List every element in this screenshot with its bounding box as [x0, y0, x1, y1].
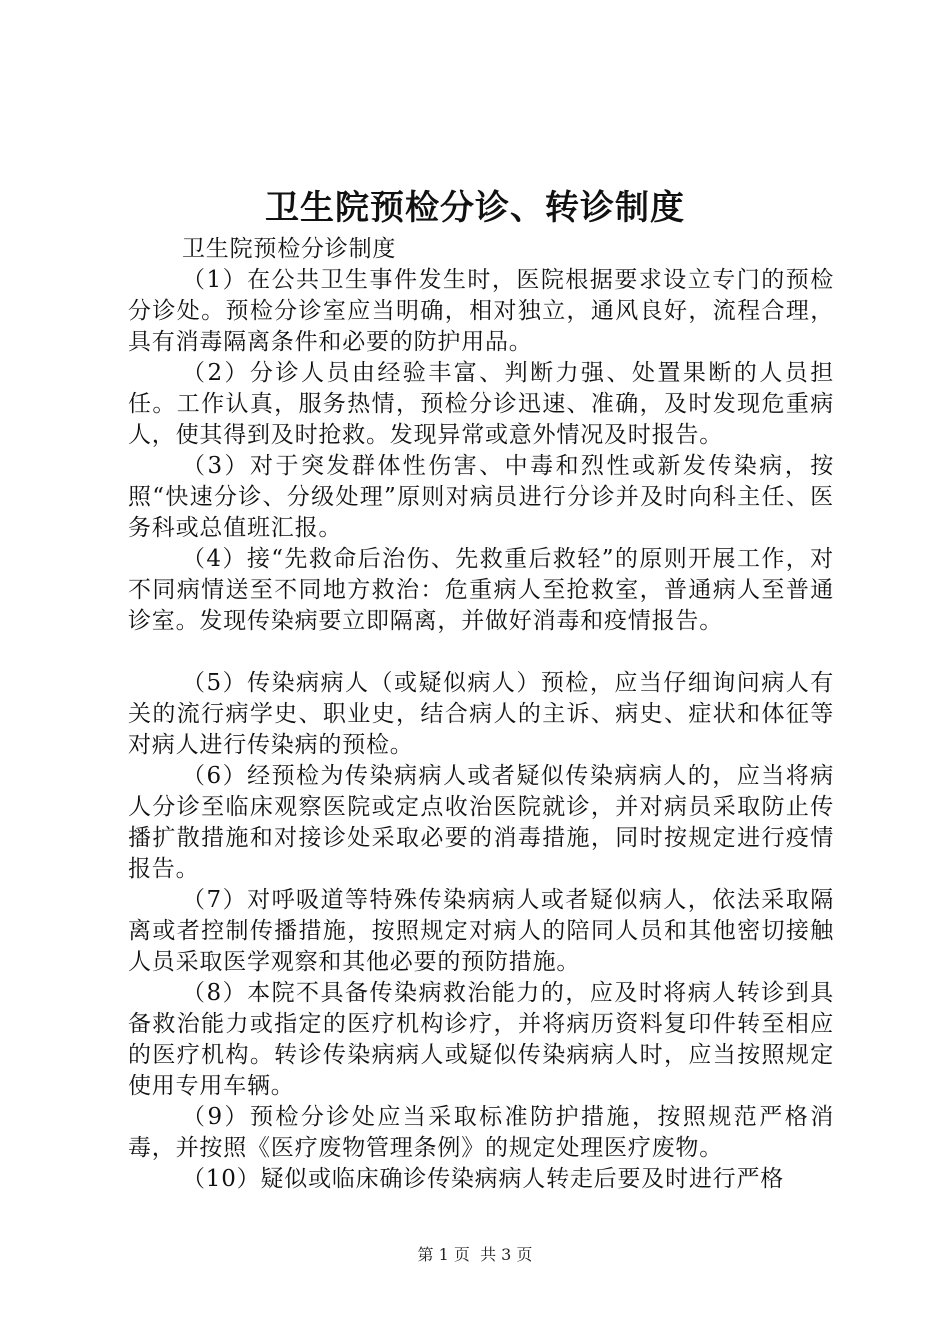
section-subtitle: 卫生院预检分诊制度	[182, 236, 397, 262]
paragraph-3: （3）对于突发群体性伤害、中毒和烈性或新发传染病，按照“快速分诊、分级处理”原则对病员进行分诊并及时向科主任、医务科或总值班汇报。	[128, 453, 834, 541]
paragraph-6: （6）经预检为传染病病人或者疑似传染病病人的，应当将病人分诊至临床观察医院或定点收治医院就诊，并对病员采取防止传播扩散措施和对接诊处采取必要的消毒措施，同时按规定进行疫情报告。	[128, 763, 834, 882]
page-footer: 第 1 页 共 3 页	[417, 1245, 533, 1264]
document-body	[128, 234, 834, 1195]
paragraph-7: （7）对呼吸道等特殊传染病病人或者疑似病人，依法采取隔离或者控制传播措施，按照规定对病人的陪同人员和其他密切接触人员采取医学观察和其他必要的预防措施。	[128, 887, 834, 975]
paragraph-5: （5）传染病病人（或疑似病人）预检，应当仔细询问病人有关的流行病学史、职业史，结合病人的主诉、病史、症状和体征等对病人进行传染病的预检。	[128, 670, 834, 758]
paragraph-4: （4）接“先救命后治伤、先救重后救轻”的原则开展工作，对不同病情送至不同地方救治：危重病人至抢救室，普通病人至普通诊室。发现传染病要立即隔离，并做好消毒和疫情报告。	[128, 546, 834, 634]
paragraph-2: （2）分诊人员由经验丰富、判断力强、处置果断的人员担任。工作认真，服务热情，预检分诊迅速、准确，及时发现危重病人，使其得到及时抢救。发现异常或意外情况及时报告。	[128, 360, 834, 448]
paragraph-9: （9）预检分诊处应当采取标准防护措施，按照规范严格消毒，并按照《医疗废物管理条例》的规定处理医疗废物。	[128, 1104, 834, 1161]
paragraph-10: （10）疑似或临床确诊传染病病人转走后要及时进行严格	[182, 1166, 785, 1192]
paragraph-1: （1）在公共卫生事件发生时，医院根据要求设立专门的预检分诊处。预检分诊室应当明确，相对独立，通风良好，流程合理，具有消毒隔离条件和必要的防护用品。	[128, 267, 834, 355]
paragraph-8: （8）本院不具备传染病救治能力的，应及时将病人转诊到具备救治能力或指定的医疗机构诊疗，并将病历资料复印件转至相应的医疗机构。转诊传染病病人或疑似传染病病人时，应当按照规定使用专用车辆。	[128, 980, 834, 1099]
document-title: 卫生院预检分诊、转诊制度	[265, 188, 685, 228]
